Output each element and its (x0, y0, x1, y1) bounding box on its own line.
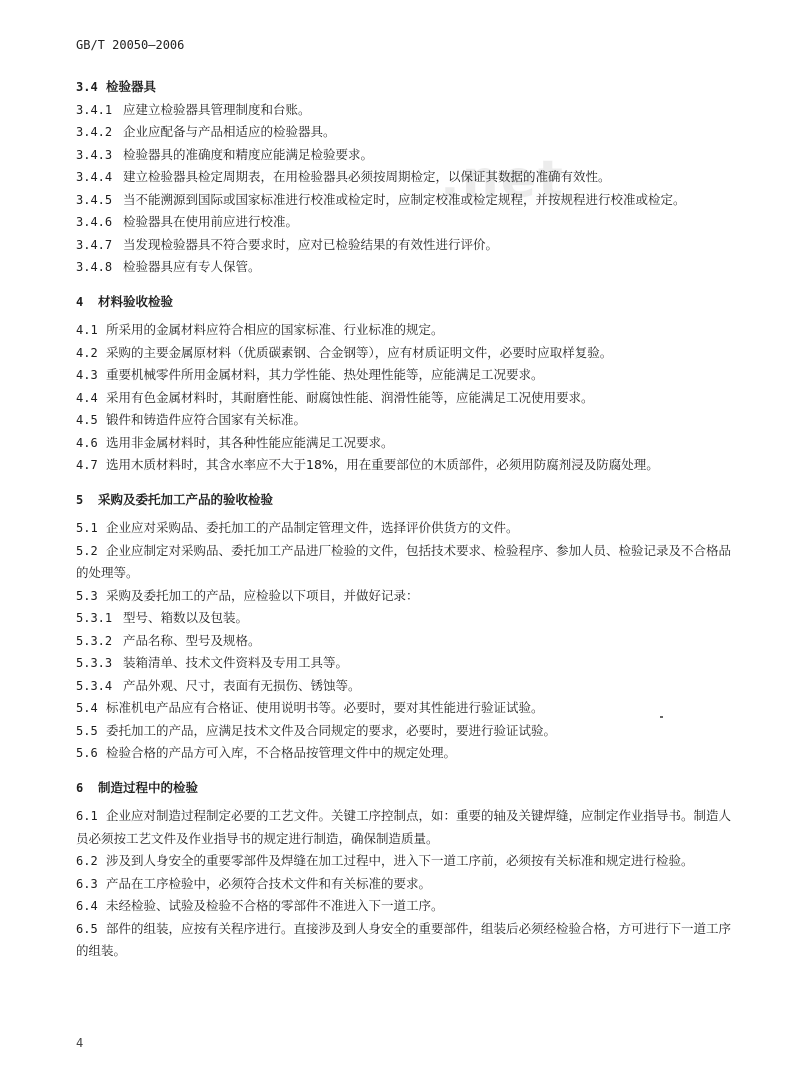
clause-text: 检验器具应有专人保管。 (123, 259, 261, 274)
clause-text: 检验器具在使用前应进行校准。 (123, 214, 299, 229)
clause-number: 3.4.3 (76, 147, 113, 162)
clause-number: 5.3.4 (76, 678, 113, 693)
clause-item (76, 607, 740, 630)
clause-item (76, 234, 740, 257)
clause-number: 3.4.5 (76, 192, 113, 207)
clause-text: 企业应对制造过程制定必要的工艺文件。关键工序控制点，如：重要的轴及关键焊缝，应制定作业指导书。制造人员必须按工艺文件及作业指导书的规定进行制造，确保制造质量。 (76, 808, 732, 846)
clause-text: 装箱清单、技术文件资料及专用工具等。 (123, 655, 349, 670)
clause-number: 4.4 (76, 390, 98, 405)
clause-number: 4.7 (76, 458, 98, 472)
clause-number: 6.2 (76, 854, 98, 868)
clause-text: 采购及委托加工产品的验收检验 (98, 491, 274, 507)
clause-text: 委托加工的产品，应满足技术文件及合同规定的要求，必要时，要进行验证试验。 (106, 722, 557, 738)
clause-text: 产品名称、型号及规格。 (123, 632, 261, 648)
clause-number: 5.5 (76, 723, 98, 738)
standard-code-header: GB/T 20050—2006 (76, 38, 185, 52)
clause-number: 4.6 (76, 435, 98, 450)
clause-text: 选用木质材料时，其含水率应不大于18%，用在重要部位的木质部件，必须用防腐剂浸及防腐处理。 (106, 457, 659, 472)
document-body (76, 76, 740, 963)
clause-text: 选用非金属材料时，其各种性能应能满足工况要求。 (106, 434, 394, 450)
clause-number: 4 (76, 294, 84, 309)
clause-number: 5.1 (76, 521, 98, 535)
clause-number: 5.3.3 (76, 656, 113, 670)
clause-text: 企业应制定对采购品、委托加工产品进厂检验的文件，包括技术要求、检验程序、参加人员、检验记录及不合格品的处理等。 (76, 542, 732, 580)
clause-number: 3.4.7 (76, 237, 113, 252)
clause-item (76, 121, 740, 144)
section-heading (76, 777, 740, 800)
clause-text: 采用有色金属材料时，其耐磨性能、耐腐蚀性能、润滑性能等，应能满足工况使用要求。 (106, 389, 594, 405)
clause-number: 5.4 (76, 701, 98, 715)
clause-number: 5.3 (76, 588, 98, 603)
clause-text: 检验器具 (106, 79, 157, 94)
clause-item (76, 409, 740, 432)
clause-text: 锻件和铸造件应符合国家有关标准。 (106, 412, 307, 427)
clause-number: 5.2 (76, 543, 98, 558)
clause-item (76, 742, 740, 765)
clause-text: 企业应对采购品、委托加工的产品制定管理文件，选择评价供货方的文件。 (106, 520, 519, 535)
clause-text: 产品外观、尺寸，表面有无损伤、锈蚀等。 (123, 677, 361, 693)
clause-text: 建立检验器具检定周期表，在用检验器具必须按周期检定，以保证其数据的准确有效性。 (123, 169, 611, 184)
clause-text: 标准机电产品应有合格证、使用说明书等。必要时，要对其性能进行验证试验。 (106, 700, 544, 715)
clause-item (76, 720, 740, 743)
clause-number: 5.6 (76, 746, 98, 760)
clause-text: 采购及委托加工的产品，应检验以下项目，并做好记录： (106, 587, 419, 603)
page-number: 4 (76, 1036, 84, 1050)
clause-item (76, 850, 740, 873)
clause-number: 3.4.6 (76, 215, 113, 229)
clause-item (76, 873, 740, 896)
clause-number: 3.4.1 (76, 102, 113, 117)
clause-text: 产品在工序检验中，必须符合技术文件和有关标准的要求。 (106, 875, 432, 891)
clause-text: 检验器具的准确度和精度应能满足检验要求。 (123, 146, 374, 162)
clause-number: 4.5 (76, 413, 98, 427)
clause-item (76, 211, 740, 234)
clause-item (76, 697, 740, 720)
clause-item (76, 432, 740, 455)
clause-number: 5.3.2 (76, 633, 113, 648)
clause-text: 当发现检验器具不符合要求时，应对已检验结果的有效性进行评价。 (123, 236, 499, 252)
clause-item (76, 256, 740, 279)
clause-item (76, 454, 740, 477)
clause-item (76, 166, 740, 189)
clause-item (76, 652, 740, 675)
section-heading (76, 291, 740, 314)
clause-item (76, 675, 740, 698)
clause-text: 应建立检验器具管理制度和台账。 (123, 101, 311, 117)
clause-item (76, 517, 740, 540)
clause-number: 3.4.4 (76, 170, 113, 184)
section-heading (76, 489, 740, 512)
clause-text: 重要机械零件所用金属材料，其力学性能、热处理性能等，应能满足工况要求。 (106, 367, 544, 382)
clause-number: 6.3 (76, 876, 98, 891)
clause-number: 4.3 (76, 368, 98, 382)
clause-number: 6.4 (76, 899, 98, 913)
clause-text: 涉及到人身安全的重要零部件及焊缝在加工过程中，进入下一道工序前，必须按有关标准和规定进行检验。 (106, 853, 694, 868)
clause-number: 6 (76, 780, 84, 795)
clause-text: 企业应配备与产品相适应的检验器具。 (123, 124, 336, 139)
watermark: .net (440, 150, 565, 210)
clause-item (76, 918, 740, 963)
clause-item (76, 540, 740, 585)
clause-text: 未经检验、试验及检验不合格的零部件不准进入下一道工序。 (106, 898, 444, 913)
clause-item (76, 189, 740, 212)
clause-number: 3.4 (76, 80, 98, 94)
clause-item (76, 805, 740, 850)
clause-item (76, 99, 740, 122)
scan-speck (660, 716, 663, 718)
clause-item (76, 585, 740, 608)
clause-text: 材料验收检验 (98, 293, 174, 309)
clause-item (76, 895, 740, 918)
clause-text: 制造过程中的检验 (98, 779, 199, 795)
clause-item (76, 76, 740, 99)
clause-text: 采购的主要金属原材料（优质碳素钢、合金钢等），应有材质证明文件，必要时应取样复验。 (106, 344, 613, 360)
clause-number: 5.3.1 (76, 611, 113, 625)
clause-text: 所采用的金属材料应符合相应的国家标准、行业标准的规定。 (106, 322, 444, 337)
clause-text: 检验合格的产品方可入库，不合格品按管理文件中的规定处理。 (106, 745, 457, 760)
clause-number: 5 (76, 492, 84, 507)
clause-item (76, 630, 740, 653)
clause-number: 3.4.2 (76, 125, 113, 139)
clause-number: 6.1 (76, 809, 98, 823)
clause-text: 当不能溯源到国际或国家标准进行校准或检定时，应制定校准或检定规程，并按规程进行校准或检定。 (123, 191, 686, 207)
clause-item (76, 387, 740, 410)
clause-item (76, 144, 740, 167)
clause-number: 6.5 (76, 921, 98, 936)
clause-item (76, 364, 740, 387)
clause-item (76, 319, 740, 342)
clause-text: 部件的组装，应按有关程序进行。直接涉及到人身安全的重要部件，组装后必须经检验合格，方可进行下一道工序的组装。 (76, 920, 732, 958)
clause-number: 3.4.8 (76, 260, 113, 274)
clause-number: 4.2 (76, 345, 98, 360)
clause-number: 4.1 (76, 323, 98, 337)
clause-text: 型号、箱数以及包装。 (123, 610, 249, 625)
clause-item (76, 342, 740, 365)
